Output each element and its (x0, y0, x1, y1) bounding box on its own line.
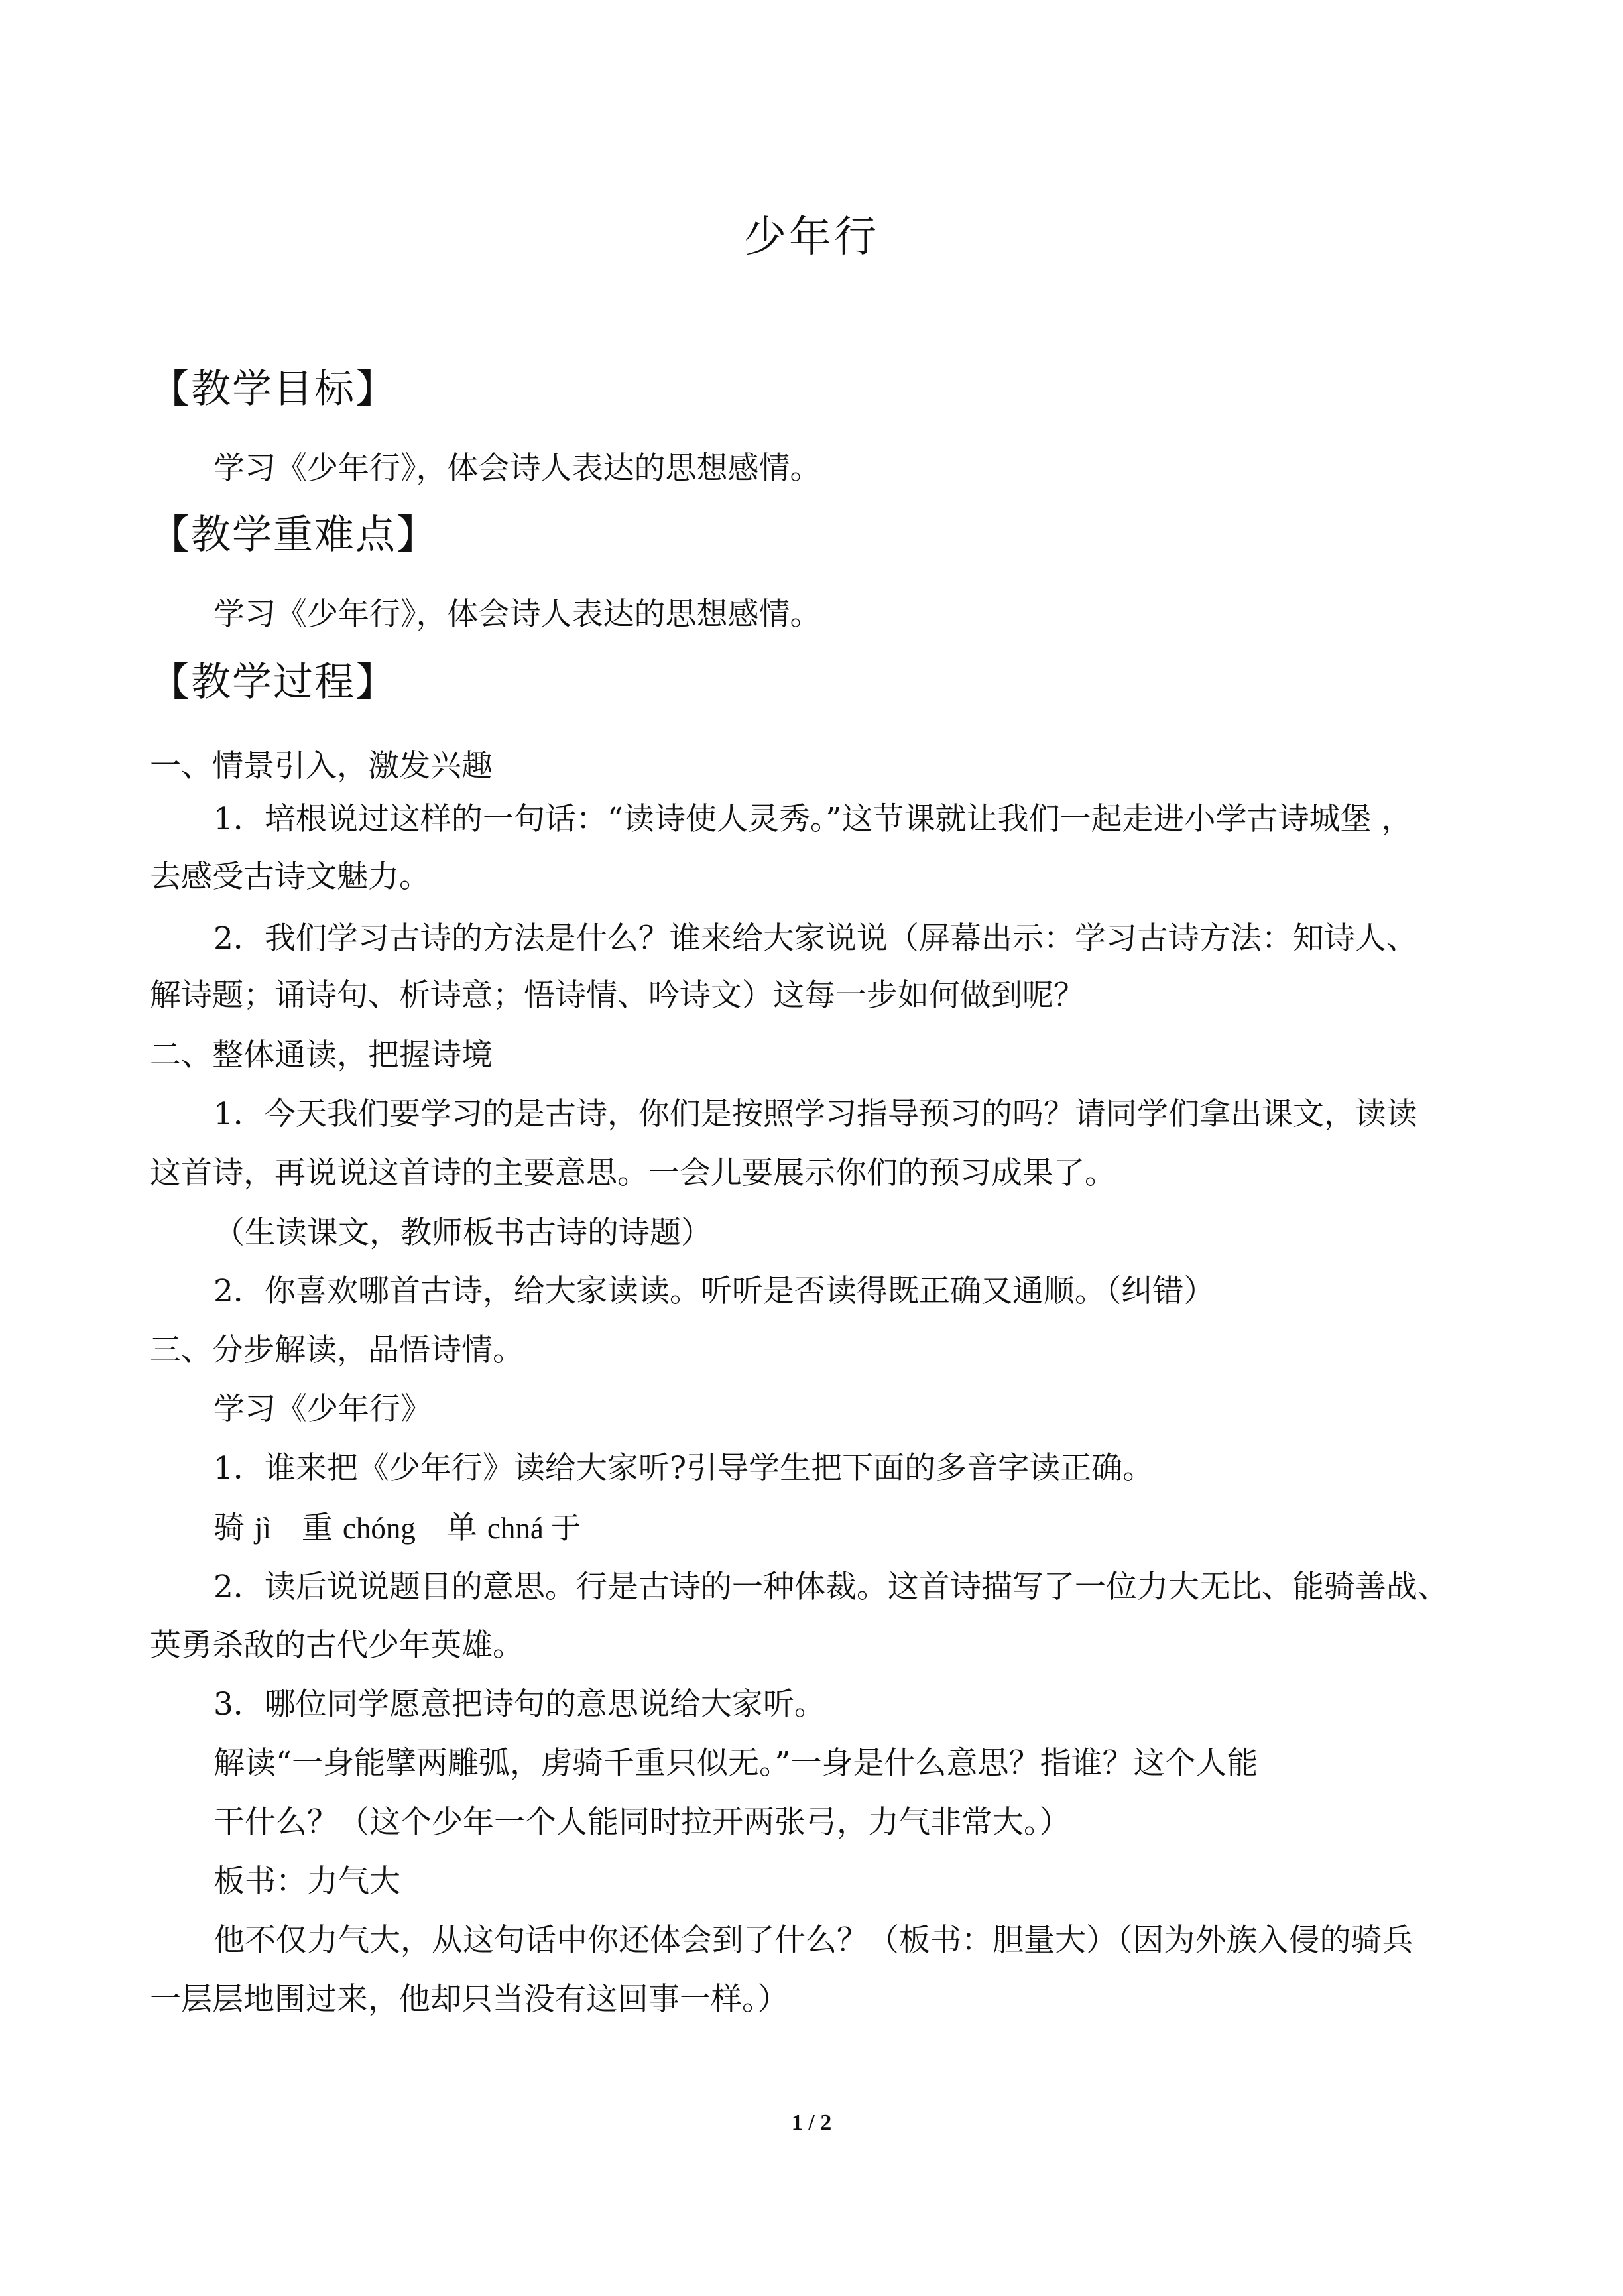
paragraph-line: 板书：力气大 (213, 1863, 400, 1900)
heading-key-points: 【教学重难点】 (150, 512, 438, 558)
paragraph-line: 去感受古诗文魅力。 (150, 859, 430, 895)
paragraph-line: 2．你喜欢哪首古诗，给大家读读。听听是否读得既正确又通顺。（纠错） (213, 1273, 1215, 1309)
paragraph-line: 干什么？（这个少年一个人能同时拉开两张弓，力气非常大。） (213, 1804, 1071, 1841)
paragraph-line: （生读课文，教师板书古诗的诗题） (213, 1215, 712, 1251)
heading-teaching-goals: 【教学目标】 (150, 366, 396, 412)
paragraph-line: 1．谁来把《少年行》读给大家听?引导学生把下面的多音字读正确。 (213, 1450, 1154, 1486)
pinyin-item: 骑 jì (213, 1510, 271, 1546)
page-title: 少年行 (744, 213, 879, 262)
paragraph-line: 3．哪位同学愿意把诗句的意思说给大家听。 (213, 1686, 825, 1722)
heading-teaching-process: 【教学过程】 (150, 659, 396, 705)
pinyin-item: 重 chóng (301, 1510, 416, 1546)
paragraph-line: 英勇杀敌的古代少年英雄。 (150, 1627, 524, 1663)
section-heading-1: 一、情景引入，激发兴趣 (150, 748, 493, 784)
section-heading-3: 三、分步解读，品悟诗情。 (150, 1332, 524, 1368)
paragraph-line: 解诗题；诵诗句、析诗意；悟诗情、吟诗文）这每一步如何做到呢？ (150, 977, 1085, 1014)
paragraph-line: 2．我们学习古诗的方法是什么？谁来给大家说说（屏幕出示：学习古诗方法：知诗人、 (213, 920, 1417, 957)
key-points-text: 学习《少年行》，体会诗人表达的思想感情。 (213, 596, 821, 633)
paragraph-line: 1．今天我们要学习的是古诗，你们是按照学习指导预习的吗？请同学们拿出课文，读读 (213, 1096, 1417, 1132)
paragraph-line: 这首诗，再说说这首诗的主要意思。一会儿要展示你们的预习成果了。 (150, 1155, 1116, 1191)
pinyin-item: 单 chná 于 (446, 1510, 581, 1546)
goals-text: 学习《少年行》，体会诗人表达的思想感情。 (213, 450, 821, 487)
page-number: 1 / 2 (791, 2110, 832, 2135)
paragraph-line: 2．读后说说题目的意思。行是古诗的一种体裁。这首诗描写了一位力大无比、能骑善战、 (213, 1569, 1449, 1605)
paragraph-line: 他不仅力气大，从这句话中你还体会到了什么？（板书：胆量大）（因为外族入侵的骑兵 (213, 1922, 1413, 1959)
paragraph-line: 学习《少年行》 (213, 1391, 432, 1427)
section-heading-2: 二、整体通读，把握诗境 (150, 1037, 493, 1073)
paragraph-line: 解读“一身能擘两雕弧，虏骑千重只似无。”一身是什么意思？指谁？这个人能 (213, 1745, 1258, 1782)
pinyin-row (213, 1507, 1480, 1549)
paragraph-line: 1．培根说过这样的一句话：“读诗使人灵秀。”这节课就让我们一起走进小学古诗城堡 ， (213, 801, 1413, 837)
paragraph-line: 一层层地围过来，他却只当没有这回事一样。） (150, 1981, 789, 2018)
